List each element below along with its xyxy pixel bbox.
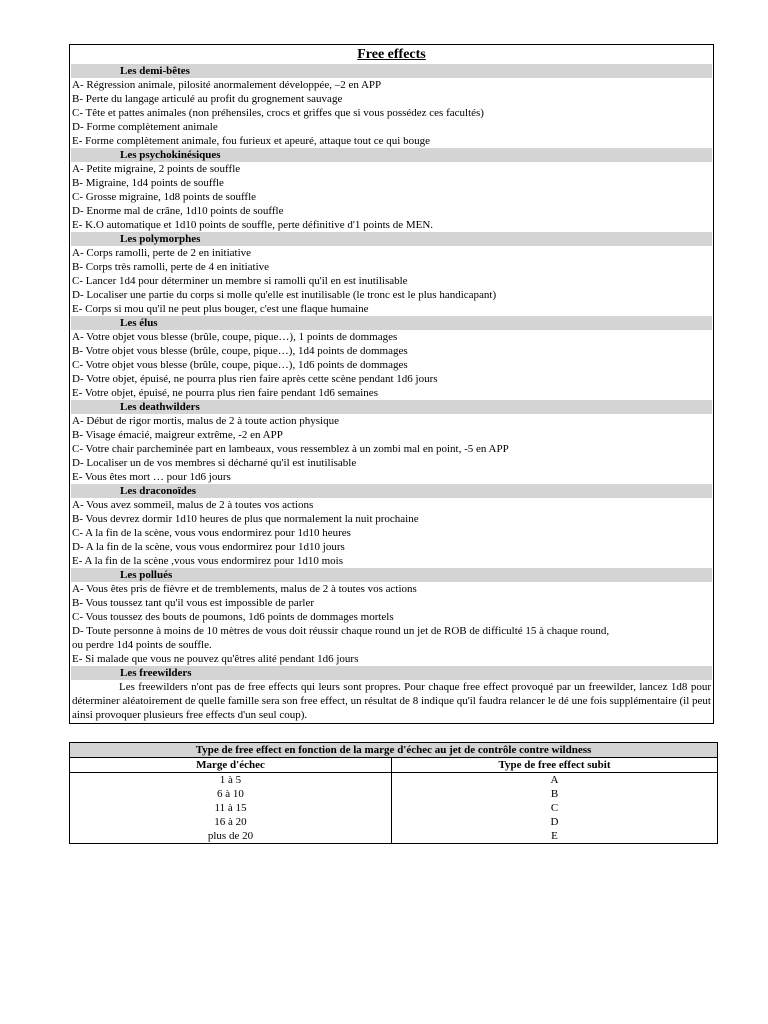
- effect-line: D- Localiser un de vos membres si décharné qu'il est inutilisable: [72, 457, 357, 469]
- effect-line: A- Votre objet vous blesse (brûle, coupe, pique…), 1 points de dommages: [72, 331, 398, 343]
- effect-line: B- Vous devrez dormir 1d10 heures de plus que normalement la nuit prochaine: [72, 513, 419, 525]
- effect-line: A- Corps ramolli, perte de 2 en initiative: [72, 247, 252, 259]
- table-title: Type de free effect en fonction de la marge d'échec au jet de contrôle contre wildness: [70, 743, 717, 758]
- effect-line: B- Perte du langage articulé au profit du grognement sauvage: [72, 93, 343, 105]
- table-row: [70, 773, 717, 787]
- effect-line: B- Votre objet vous blesse (brûle, coupe, pique…), 1d4 points de dommages: [72, 345, 408, 357]
- effect-line: E- Vous êtes mort … pour 1d6 jours: [72, 471, 231, 483]
- effect-line: D- Enorme mal de crâne, 1d10 points de souffle: [72, 205, 284, 217]
- margin-cell: 11 à 15: [70, 801, 392, 815]
- section-heading: Les draconoïdes: [71, 484, 712, 498]
- type-cell: A: [550, 774, 559, 786]
- margin-cell: 6 à 10: [70, 787, 392, 801]
- effect-line: A- Vous avez sommeil, malus de 2 à toutes vos actions: [72, 499, 314, 511]
- section-heading: Les demi-bêtes: [71, 64, 712, 78]
- effect-line: C- Lancer 1d4 pour déterminer un membre si ramolli qu'il en est inutilisable: [72, 275, 408, 287]
- type-cell: E: [551, 830, 558, 842]
- effect-line: A- Début de rigor mortis, malus de 2 à toute action physique: [72, 415, 339, 427]
- free-effects-box: [69, 44, 714, 724]
- effect-line: D- Localiser une partie du corps si molle qu'elle est inutilisable (le tronc est le plus handicapant): [72, 289, 497, 301]
- effect-line: E- A la fin de la scène ,vous vous endormirez pour 1d10 mois: [72, 555, 343, 567]
- effect-line: C- Tête et pattes animales (non préhensiles, crocs et griffes que si vous possédez ces facultés): [72, 107, 484, 119]
- effect-line: B- Vous toussez tant qu'il vous est impossible de parler: [72, 597, 315, 609]
- effect-line: D- Votre objet, épuisé, ne pourra plus rien faire après cette scène pendant 1d6 jours: [72, 373, 438, 385]
- effect-line: E- Si malade que vous ne pouvez qu'êtres alité pendant 1d6 jours: [72, 653, 359, 665]
- section-heading: Les élus: [71, 316, 712, 330]
- table-row: [70, 801, 717, 815]
- effect-line: C- Votre objet vous blesse (brûle, coupe, pique…), 1d6 points de dommages: [72, 359, 408, 371]
- margin-cell: 16 à 20: [70, 815, 392, 829]
- effect-line: D- Forme complètement animale: [72, 121, 218, 133]
- table-row: [70, 829, 717, 843]
- effect-line: E- Votre objet, épuisé, ne pourra plus rien faire pendant 1d6 semaines: [72, 387, 378, 399]
- column-header-type: Type de free effect subit: [498, 759, 611, 771]
- effect-line: D- A la fin de la scène, vous vous endormirez pour 1d10 jours: [72, 541, 345, 553]
- section-heading: Les polymorphes: [71, 232, 712, 246]
- freewilders-paragraph: Les freewilders n'ont pas de free effects qui leurs sont propres. Pour chaque free effect provoqué par un freewilder, lancez 1d8 pour déterminer aléatoirement de quelle famille sera son free effect, un résultat de 8 indique qu'il faudra relancer le dé une fois supplémentaire (il peut ainsi provoquer plusieurs free effects d'un seul coup).: [72, 681, 711, 721]
- section-heading: Les pollués: [71, 568, 712, 582]
- table-body: [70, 773, 717, 843]
- column-header-margin: Marge d'échec: [70, 758, 392, 772]
- sections-list: [70, 64, 713, 666]
- effect-line: E- K.O automatique et 1d10 points de souffle, perte définitive d'1 points de MEN.: [72, 219, 434, 231]
- effect-line: A- Vous êtes pris de fièvre et de tremblements, malus de 2 à toutes vos actions: [72, 583, 417, 595]
- effect-line: C- A la fin de la scène, vous vous endormirez pour 1d10 heures: [72, 527, 351, 539]
- effect-line: ou perdre 1d4 points de souffle.: [72, 639, 212, 651]
- margin-cell: 1 à 5: [70, 773, 392, 787]
- effect-line: C- Votre chair parcheminée part en lambeaux, vous ressemblez à un zombi mal en point, -5 en APP: [72, 443, 509, 455]
- effect-line: C- Grosse migraine, 1d8 points de souffle: [72, 191, 257, 203]
- effect-line: C- Vous toussez des bouts de poumons, 1d6 points de dommages mortels: [72, 611, 394, 623]
- table-row: [70, 787, 717, 801]
- section-heading-freewilders: Les freewilders: [71, 666, 712, 680]
- margin-table: [69, 742, 718, 844]
- table-header-row: [70, 758, 717, 773]
- effect-line: D- Toute personne à moins de 10 mètres de vous doit réussir chaque round un jet de ROB de difficulté 15 à chaque round,: [72, 625, 610, 637]
- type-cell: C: [550, 802, 559, 814]
- section-heading: Les psychokinésiques: [71, 148, 712, 162]
- section-heading: Les deathwilders: [71, 400, 712, 414]
- margin-cell: plus de 20: [70, 829, 392, 843]
- effect-line: A- Régression animale, pilosité anormalement développée, –2 en APP: [72, 79, 382, 91]
- table-row: [70, 815, 717, 829]
- effect-line: B- Corps très ramolli, perte de 4 en initiative: [72, 261, 270, 273]
- effect-line: A- Petite migraine, 2 points de souffle: [72, 163, 241, 175]
- effect-line: B- Migraine, 1d4 points de souffle: [72, 177, 224, 189]
- type-cell: B: [550, 788, 559, 800]
- effect-line: B- Visage émacié, maigreur extrême, -2 en APP: [72, 429, 283, 441]
- effect-line: E- Forme complètement animale, fou furieux et apeuré, attaque tout ce qui bouge: [72, 135, 430, 147]
- page-title: Free effects: [357, 47, 426, 62]
- effect-line: E- Corps si mou qu'il ne peut plus bouger, c'est une flaque humaine: [72, 303, 369, 315]
- type-cell: D: [550, 816, 559, 828]
